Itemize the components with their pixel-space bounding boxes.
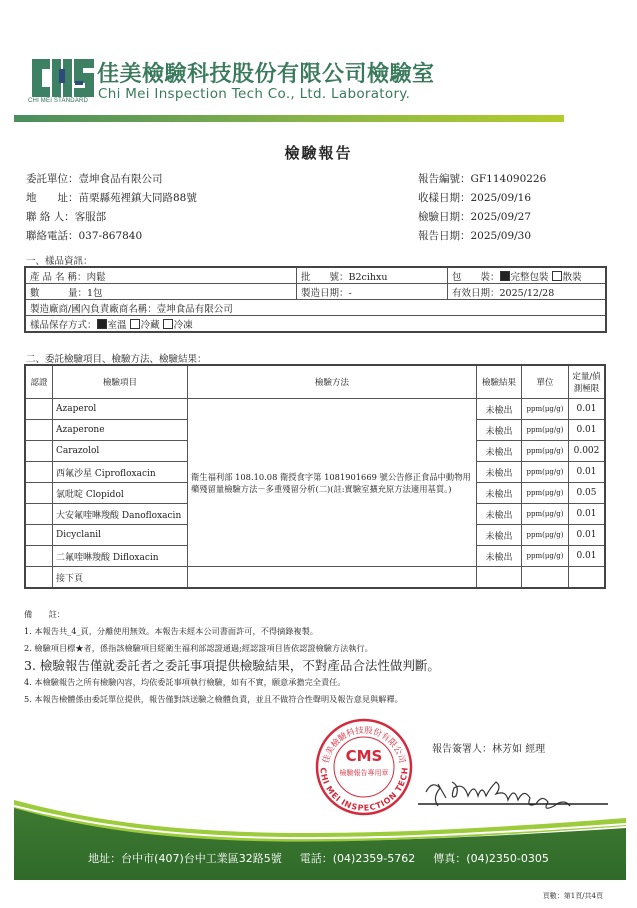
- note-1: 1. 本報告共_4_頁，分離使用無效。本報告未經本公司書面許可，不得摘錄複製。: [24, 626, 318, 636]
- test-limit: 0.01: [569, 525, 606, 546]
- test-limit: 0.05: [569, 483, 606, 504]
- package-cell: 包 裝： 完整包裝 散裝: [448, 267, 607, 284]
- client-address-row: 地 址：苗栗縣苑裡鎮大同路88號: [26, 192, 197, 204]
- exp-date-cell: 有效日期：2025/12/28: [448, 284, 607, 300]
- inspection-date-row: 檢驗日期：2025/09/27: [418, 211, 532, 223]
- maker-cell: 製造廠商/國內負責廠商名稱：壹坤食品有限公司: [25, 300, 606, 316]
- footer-banner: [14, 798, 626, 880]
- batch-number: B2cihxu: [348, 271, 388, 283]
- cert-cell: [25, 399, 53, 420]
- received-date-row: 收樣日期：2025/09/16: [418, 192, 532, 204]
- cms-logo: [30, 57, 96, 99]
- client-phone: 037-867840: [78, 230, 143, 242]
- col-cert: 認證: [25, 365, 53, 399]
- stamp-top-text: 佳美檢驗科技股份有限公司: [321, 725, 407, 765]
- footer-fax: 傳真：(04)2350-0305: [433, 852, 549, 865]
- client-contact-row: 聯 絡 人：客服部: [26, 211, 107, 223]
- cert-cell: [25, 420, 53, 441]
- stamp-logo: CMS: [345, 747, 383, 765]
- test-item: Carazolol: [53, 441, 188, 462]
- test-result: 未檢出: [477, 483, 522, 504]
- test-limit: 0.01: [569, 504, 606, 525]
- storage-checkbox-room: [97, 319, 107, 329]
- col-result: 檢驗結果: [477, 365, 522, 399]
- test-limit: 0.01: [569, 399, 606, 420]
- unit-empty: [522, 567, 569, 589]
- received-date: 2025/09/16: [470, 192, 532, 204]
- footer-phone: 電話：(04)2359-5762: [299, 852, 416, 865]
- note-5: 5. 本報告檢體係由委託單位提供，報告僅對該送驗之檢體負責，並且不做符合性聲明及報告意見與解釋。: [24, 694, 403, 704]
- signer: 報告簽署人：林芳如 經理: [432, 744, 546, 755]
- test-item: 大安氟喹啉羧酸 Danofloxacin: [53, 504, 188, 525]
- cert-cell: [25, 525, 53, 546]
- cert-cell: [25, 567, 53, 589]
- test-result: 未檢出: [477, 462, 522, 483]
- report-number: GF114090226: [470, 173, 547, 185]
- package-checkbox-bulk: [552, 271, 562, 281]
- product-name: 肉鬆: [86, 271, 106, 283]
- test-item: Azaperone: [53, 420, 188, 441]
- table-row: [25, 399, 605, 420]
- test-limit: 0.01: [569, 462, 606, 483]
- cert-cell: [25, 441, 53, 462]
- quantity: 1包: [87, 287, 103, 299]
- report-number-row: 報告編號：GF114090226: [418, 173, 547, 185]
- logo-tagline: CHI MEI STANDARD: [28, 98, 89, 104]
- report-title: 檢驗報告: [284, 144, 353, 162]
- signer-title: 經理: [525, 744, 546, 755]
- stamp-bottom-text: CHI MEI INSPECTION TECH: [318, 767, 410, 813]
- client-info-right: [418, 172, 546, 248]
- mfg-date: -: [348, 287, 352, 299]
- storage-checkbox-frozen: [163, 319, 173, 329]
- cert-cell: [25, 483, 53, 504]
- test-item: Dicyclanil: [53, 525, 188, 546]
- test-result: 未檢出: [477, 399, 522, 420]
- test-item: 氯吡啶 Clopidol: [53, 483, 188, 504]
- test-item: Azaperol: [53, 399, 188, 420]
- continued-label: 接下頁: [53, 567, 188, 589]
- storage-checkbox-fridge: [130, 319, 140, 329]
- company-name-cn: 佳美檢驗科技股份有限公司檢驗室: [97, 62, 435, 87]
- test-unit: ppm(μg/g): [522, 420, 569, 441]
- header-divider: [14, 115, 564, 122]
- company-name-en: Chi Mei Inspection Tech Co., Ltd. Laboratory.: [98, 86, 411, 102]
- cert-cell: [25, 546, 53, 567]
- test-limit: 0.01: [569, 546, 606, 567]
- test-method: 衛生福利部 108.10.08 衛授食字第 1081901669 號公告修正食品中動物用藥殘留量檢驗方法－多重殘留分析(二)(註:實驗室擴充原方法適用基質。): [188, 399, 477, 567]
- test-result: 未檢出: [477, 504, 522, 525]
- maker-name: 壹坤食品有限公司: [156, 303, 233, 315]
- test-limit: 0.01: [569, 420, 606, 441]
- package-checkbox-whole: [500, 271, 510, 281]
- exp-date: 2025/12/28: [499, 287, 555, 299]
- test-result: 未檢出: [477, 525, 522, 546]
- note-3: 3. 檢驗報告僅就委託者之委託事項提供檢驗結果，不對產品合法性做判斷。: [24, 658, 440, 673]
- sample-section-title: 一、樣品資訊：: [26, 256, 93, 267]
- col-unit: 單位: [522, 365, 569, 399]
- signer-name: 林芳如: [492, 744, 522, 755]
- test-unit: ppm(μg/g): [522, 399, 569, 420]
- stamp-center-text: 檢驗報告專用章: [339, 769, 389, 777]
- limit-empty: [569, 567, 606, 589]
- test-unit: ppm(μg/g): [522, 462, 569, 483]
- client-phone-row: 聯絡電話：037-867840: [26, 230, 143, 242]
- footer-contact: [0, 850, 637, 866]
- storage-cell: 樣品保存方式： 室溫 冷藏 冷凍: [25, 316, 606, 333]
- test-unit: ppm(μg/g): [522, 441, 569, 462]
- col-limit: 定量/偵測極限: [569, 365, 606, 399]
- test-item: 西氟沙星 Ciprofloxacin: [53, 462, 188, 483]
- product-cell: 產 品 名 稱：肉鬆: [25, 267, 297, 284]
- notes: [24, 606, 440, 708]
- continued-row: [25, 567, 605, 589]
- test-result: 未檢出: [477, 546, 522, 567]
- test-item: 二氟喹啉羧酸 Difloxacin: [53, 546, 188, 567]
- quantity-cell: 數 量：1包: [25, 284, 297, 300]
- footer-address: 地址：台中市(407)台中工業區32路5號: [88, 852, 282, 865]
- notes-title: 備 註：: [24, 609, 65, 619]
- cert-cell: [25, 504, 53, 525]
- test-results-table: [24, 364, 606, 589]
- col-item: 檢驗項目: [53, 365, 188, 399]
- sample-info-table: [24, 266, 607, 333]
- client-unit-row: 委託單位：壹坤食品有限公司: [26, 173, 163, 185]
- batch-cell: 批 號：B2cihxu: [297, 267, 448, 284]
- test-unit: ppm(μg/g): [522, 525, 569, 546]
- client-info-left: [26, 172, 197, 248]
- report-date-row: 報告日期：2025/09/30: [418, 230, 532, 242]
- test-result: 未檢出: [477, 441, 522, 462]
- col-method: 檢驗方法: [188, 365, 477, 399]
- client-unit: 壹坤食品有限公司: [78, 173, 163, 185]
- tests-section-title: 二、委託檢驗項目、檢驗方法、檢驗結果：: [26, 354, 207, 365]
- mfg-date-cell: 製造日期：-: [297, 284, 448, 300]
- inspection-date: 2025/09/27: [470, 211, 532, 223]
- table-header-row: [25, 365, 605, 399]
- test-unit: ppm(μg/g): [522, 504, 569, 525]
- test-result: 未檢出: [477, 420, 522, 441]
- note-4: 4. 本檢驗報告之所有檢驗內容，均依委託事項執行檢驗，如有不實，願意承擔完全責任。: [24, 677, 346, 687]
- note-2: 2. 檢驗項目標★者，係指該檢驗項目經衛生福利部認證通過;經認證項目皆依認證檢驗方法執行。: [24, 643, 373, 653]
- client-contact: 客服部: [74, 211, 107, 223]
- test-limit: 0.002: [569, 441, 606, 462]
- result-empty: [477, 567, 522, 589]
- page-number: 頁數：第1頁/共4頁: [542, 892, 603, 900]
- cert-cell: [25, 462, 53, 483]
- client-address: 苗栗縣苑裡鎮大同路88號: [78, 192, 197, 204]
- method-empty: [188, 567, 477, 589]
- test-unit: ppm(μg/g): [522, 483, 569, 504]
- report-date: 2025/09/30: [470, 230, 532, 242]
- test-unit: ppm(μg/g): [522, 546, 569, 567]
